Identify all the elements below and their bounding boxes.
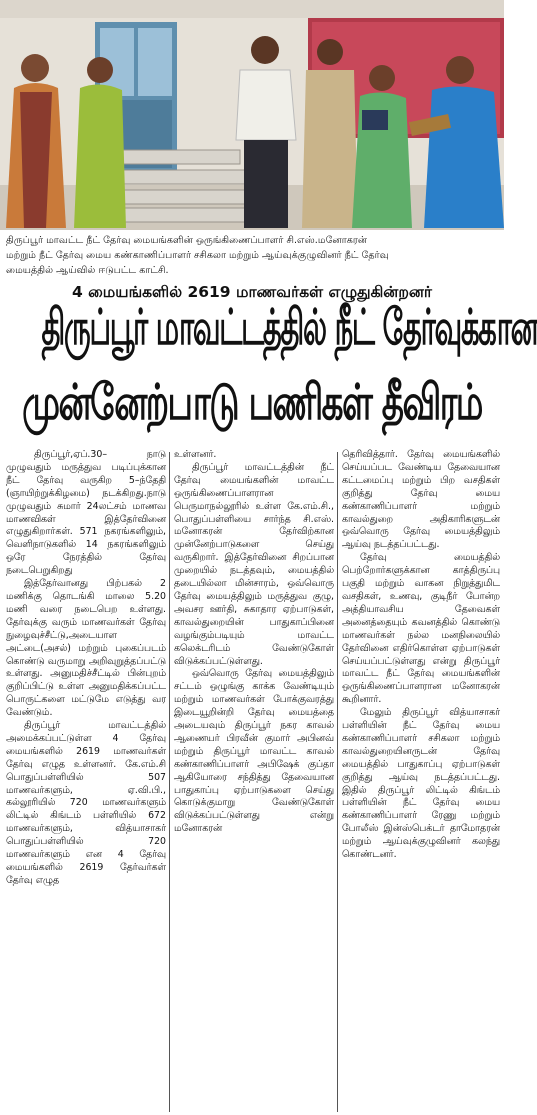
paragraph: ஒவ்வொரு தேர்வு மையத்திலும் சட்டம் ஒழுங்கு காக்க வேண்டியும் மற்றும் மாணவர்கள் போக்குவரத்து இடையூறின்றி தேர்வு மையத்தை அடையவும் திருப்பூர் நகர காவல் ஆணையர் பிரவீன் குமார் அபினவ் மற்றும் திருப்பூர் மாவட்ட காவல் கண்காணிப்பாளர் அபிஷேக் குப்தா ஆகியோரை சந்தித்து தேவையான பாதுகாப்பு ஏற்பாடுகளை செய்து கொடுக்குமாறு வேண்டுகோள் விடுக்கப்பட்டுள்ளது என்று மனோகரன் xyxy=(174,668,334,835)
article-column-3 xyxy=(342,449,500,862)
caption-line: மற்றும் நீட் தேர்வு மைய கண்காணிப்பாளர் சசிகலா மற்றும் ஆய்வுக்குழுவினர் நீட் தேர்வு xyxy=(6,250,389,261)
photo-illustration xyxy=(0,0,504,230)
paragraph: இத்தேர்வானது பிற்பகல் 2 மணிக்கு தொடங்கி மாலை 5.20 மணி வரை நடைபெற உள்ளது. தேர்வுக்கு வரும் மாணவர்கள் தேர்வு நுழைவுச்சீட்டு,அடையாள அட்டை(அசல்) மற்றும் புகைப்படம் கொண்டு வருமாறு அறிவுறுத்தப்பட்டு உள்ளது. அனுமதிச்சீட்டில் பின்புறம் குறிப்பிட்டு உள்ள அனுமதிக்கப்பட்ட பொருட்களை மட்டுமே எடுத்து வர வேண்டும். xyxy=(6,578,166,719)
headline-line-1: திருப்பூர் மாவட்டத்தில் நீட் தேர்வுக்கான xyxy=(41,299,537,358)
headline-line-2: முன்னேற்பாடு பணிகள் தீவிரம் xyxy=(22,374,482,433)
article-column-2 xyxy=(174,449,334,836)
paragraph: திருப்பூர் மாவட்டத்தில் அமைக்கப்பட்டுள்ள 4 தேர்வு மையங்களில் 2619 மாணவர்கள் தேர்வு எழுத உள்ளனர். கே.எம்.சி பொதுப்பள்ளியில் 507 மாணவர்களும், ஏ.வி.பி., கல்லூரியில் 720 மாணவர்களும் லிட்டில் கிங்டம் பள்ளியில் 672 மாணவர்களும், வித்யாசாகர் பொதுப்பள்ளியில் 720 மாணவர்களும் என 4 தேர்வு மையங்களில் 2619 தேர்வர்கள் தேர்வு எழுத xyxy=(6,720,166,886)
column-divider xyxy=(169,452,170,1112)
photo-caption xyxy=(6,233,500,278)
paragraph: தேர்வு மையத்தில் பெற்றோர்களுக்கான காத்திருப்பு பகுதி மற்றும் வாகன நிறுத்துமிட வசதிகள், உணவு, குடிநீர் போன்ற அத்தியாவசிய தேவைகள் அனைத்தையும் கவனத்தில் கொண்டு மாணவர்கள் நல்ல மனநிலையில் தேர்வினை எதிர்கொள்ள ஏற்பாடுகள் செய்யப்பட்டுள்ளது என்று திருப்பூர் மாவட்ட நீட் தேர்வு மையங்களின் ஒருங்கிணைப்பாளரான மனோகரன் கூறினார். xyxy=(342,552,500,706)
paragraph: உள்ளனர். xyxy=(174,449,217,460)
kicker-subheading: 4 மையங்களில் 2619 மாணவர்கள் எழுதுகின்றனர் xyxy=(71,283,433,301)
paragraph: தெரிவித்தார். தேர்வு மையங்களில் செய்யப்பட வேண்டிய தேவையான கட்டமைப்பு மற்றும் பிற வசதிகள் குறித்து தேர்வு மைய கண்காணிப்பாளர் மற்றும் காவல்துறை அதிகாரிகளுடன் ஒவ்வொரு தேர்வு மையத்திலும் ஆய்வு நடத்தப்பட்டது. xyxy=(342,449,500,551)
caption-line: திருப்பூர் மாவட்ட நீட் தேர்வு மையங்களின் ஒருங்கிணைப்பாளர் சி.எஸ்.மனோகரன் xyxy=(6,235,368,246)
paragraph: திருப்பூர் மாவட்டத்தின் நீட் தேர்வு மையங்களின் மாவட்ட ஒருங்கிணைப்பாளரான பெருமாநல்லூரில் உள்ள கே.எம்.சி., பொதுப்பள்ளியை சார்ந்த சி.எஸ். மனோகரன் தேர்விற்கான முன்னேற்பாடுகளை செய்து வருகிறார். இத்தேர்வினை சிறப்பான முறையில் நடத்தவும், மையத்தில் தடையில்லா மின்சாரம், ஒவ்வொரு தேர்வு மையத்திலும் மருத்துவ குழு, அவசர ஊர்தி, சுகாதார ஏற்பாடுகள், காவல்துறையின் பாதுகாப்பினை வழங்கும்படியும் மாவட்ட கலெக்டரிடம் வேண்டுகோள் விடுக்கப்பட்டுள்ளது. xyxy=(174,461,334,667)
paragraph: திருப்பூர்,ஏப்.30– நாடு முழுவதும் மருத்துவ படிப்புக்கான நீட் தேர்வு வருகிற 5–ந்தேதி (ஞாயிற்றுக்கிழமை) நடக்கிறது.நாடு முழுவதும் சுமார் 24லட்சம் மாணவ மாணவிகள் இத்தேர்வினை எழுதுகிறார்கள். 571 நகரங்களிலும், வெளிநாடுகளில் 14 நகரங்களிலும் ஒரே நேரத்தில் தேர்வு நடைபெறுகிறது xyxy=(6,449,166,577)
paragraph: மேலும் திருப்பூர் வித்யாசாகர் பள்ளியின் நீட் தேர்வு மைய கண்காணிப்பாளர் சசிகலா மற்றும் காவல்துறையினருடன் தேர்வு மையத்தில் பாதுகாப்பு ஏற்பாடுகள் குறித்து ஆய்வு நடத்தப்பட்டது. இதில் திருப்பூர் லிட்டில் கிங்டம் பள்ளியின் நீட் தேர்வு மைய கண்காணிப்பாளர் ரேணு மற்றும் போலீஸ் இன்ஸ்பெக்டர் தாமோதரன் மற்றும் ஆய்வுக்குழுவினர் கலந்து கொண்டனர். xyxy=(342,707,500,861)
news-photo xyxy=(0,0,504,230)
column-divider xyxy=(337,452,338,1112)
caption-line: மையத்தில் ஆய்வில் ஈடுபட்ட காட்சி. xyxy=(6,265,169,276)
article-column-1 xyxy=(6,449,166,888)
